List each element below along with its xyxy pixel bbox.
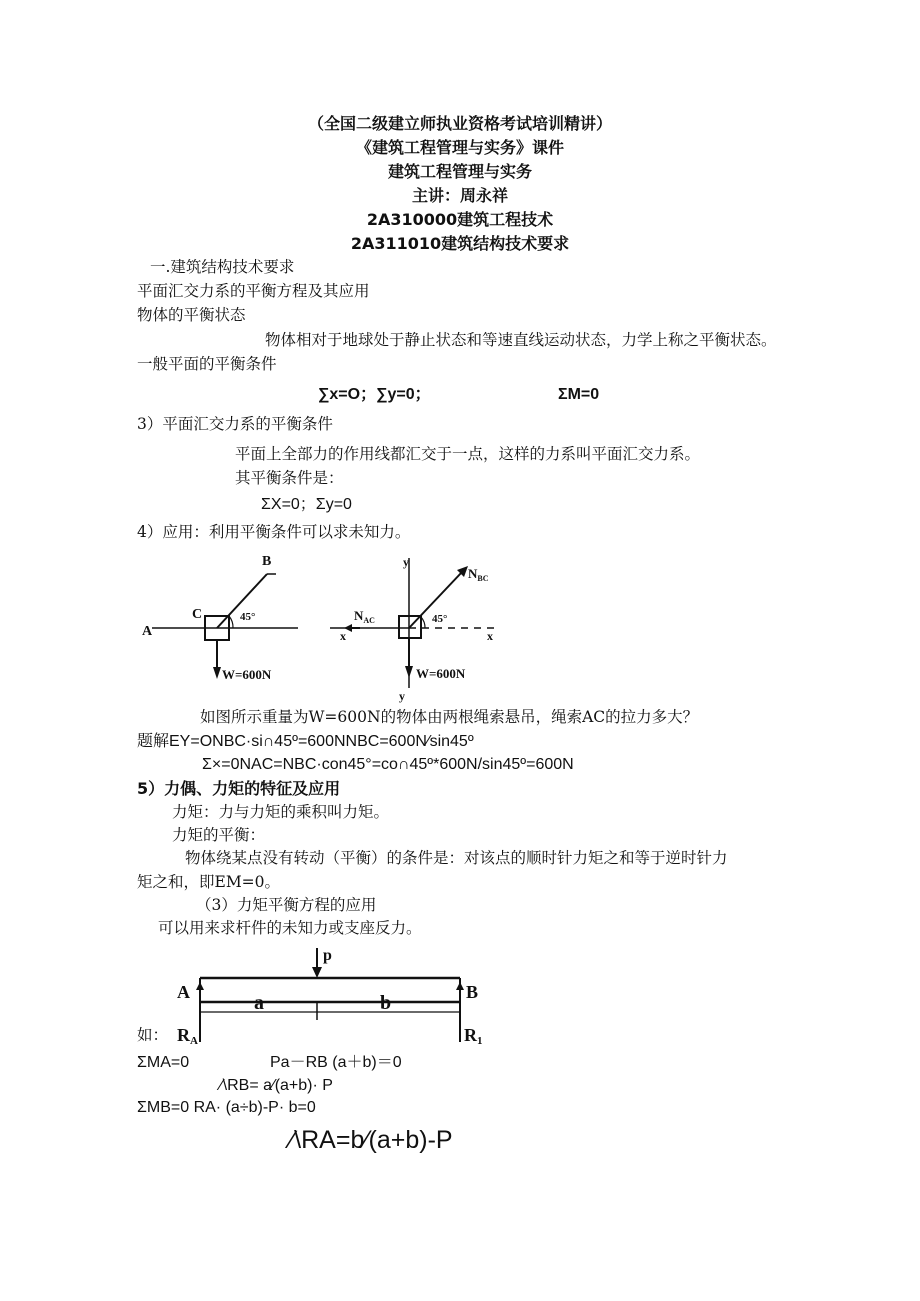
moment-balance-heading: 力矩的平衡：	[172, 826, 266, 844]
equation-mb: ΣMB=0 RA· (a÷b)-P· b=0	[137, 1099, 316, 1116]
state-description: 物体相对于地球处于静止状态和等速直线运动状态，力学上称之平衡状态。	[265, 331, 777, 349]
header-line-2: 《建筑工程管理与实务》课件	[355, 138, 564, 157]
equation-ra: ∕\RA=b⁄(a+b)-P	[290, 1126, 453, 1154]
equation-moment: ΣM=0	[558, 386, 600, 403]
label-nac: $N_{AC}$	[354, 608, 375, 625]
header-line-4: 主讲：周永祥	[411, 186, 508, 205]
item-3-equation: ΣX=0；Σy=0	[261, 496, 352, 513]
angle-label: 45°	[432, 613, 448, 625]
angle-label: 45°	[240, 611, 256, 623]
header-line-5: 2A310000建筑工程技术	[366, 210, 554, 229]
weight-arrow	[213, 667, 221, 679]
item-3-description: 平面上全部力的作用线都汇交于一点，这样的力系叫平面汇交力系。	[235, 445, 701, 463]
label-a-end: A	[177, 982, 190, 1002]
weight-arrow	[405, 666, 413, 678]
suspended-weight-diagram	[130, 545, 320, 695]
support-b-arrow	[456, 982, 464, 990]
header-line-1: （全国二级建立师执业资格考试培训精讲）	[307, 114, 612, 133]
equation-rb: ∕\RB= a⁄(a+b)· P	[220, 1077, 333, 1094]
section-heading: 一.建筑结构技术要求	[150, 258, 295, 276]
header-line-6: 2A311010建筑结构技术要求	[350, 234, 570, 253]
item-5-heading: 5）力偶、力矩的特征及应用	[137, 779, 341, 798]
header-line-3: 建筑工程管理与实务	[387, 162, 532, 181]
example-label: 如：	[137, 1026, 169, 1044]
label-ra: RA	[177, 1025, 198, 1047]
label-p: p	[323, 947, 332, 964]
balance-description-1: 物体绕某点没有转动（平衡）的条件是：对该点的顺时针力矩之和等于逆时针力	[185, 849, 728, 867]
label-nbc: $N_{BC}$	[468, 566, 489, 583]
load-p-arrow	[312, 967, 322, 978]
solution-line-1: 题解EY=ONBC·si∩45º=600NNBC=600N⁄sin45º	[137, 733, 474, 750]
topic-heading: 平面汇交力系的平衡方程及其应用	[137, 282, 370, 300]
solution-line-2: Σ×=0NAC=NBC·con45°=co∩45º*600N/sin45º=600N	[202, 756, 574, 773]
balance-description-2: 矩之和，即EM=0。	[137, 873, 281, 891]
general-heading: 一般平面的平衡条件	[137, 355, 277, 373]
weight-label: W=600N	[222, 667, 272, 682]
label-x-right: x	[487, 629, 493, 643]
label-y-bottom: y	[399, 689, 405, 703]
equation-ma: ΣMA=0	[137, 1054, 190, 1071]
item-3-condition: 其平衡条件是：	[235, 469, 344, 487]
free-body-diagram	[330, 548, 510, 706]
label-a-span: a	[254, 992, 264, 1014]
moment-definition: 力矩：力与力矩的乘积叫力矩。	[172, 803, 390, 821]
label-a: A	[142, 624, 153, 639]
item-4-heading: 4）应用：利用平衡条件可以求未知力。	[137, 523, 411, 541]
label-y-top: y	[403, 555, 409, 569]
item-5-3-description: 可以用来求杆件的未知力或支座反力。	[158, 919, 422, 937]
label-x-left: x	[340, 629, 346, 643]
weight-label: W=600N	[416, 666, 466, 681]
item-3-heading: 3）平面汇交力系的平衡条件	[137, 415, 333, 433]
equation-general: ∑x=O；∑y=0；	[318, 386, 431, 403]
label-b-span: b	[380, 992, 392, 1014]
question-text: 如图所示重量为W=600N的物体由两根绳索悬吊，绳索AC的拉力多大？	[200, 708, 699, 726]
support-a-arrow	[196, 982, 204, 990]
beam-diagram	[170, 942, 490, 1048]
label-c: C	[192, 607, 203, 622]
label-b: B	[262, 554, 272, 569]
label-rb: R1	[464, 1025, 483, 1047]
state-heading: 物体的平衡状态	[137, 306, 246, 324]
label-b-end: B	[466, 982, 479, 1002]
item-5-3-heading: （3）力矩平衡方程的应用	[196, 896, 377, 914]
equation-ma-2: Pa－RB (a＋b)＝0	[270, 1054, 402, 1071]
